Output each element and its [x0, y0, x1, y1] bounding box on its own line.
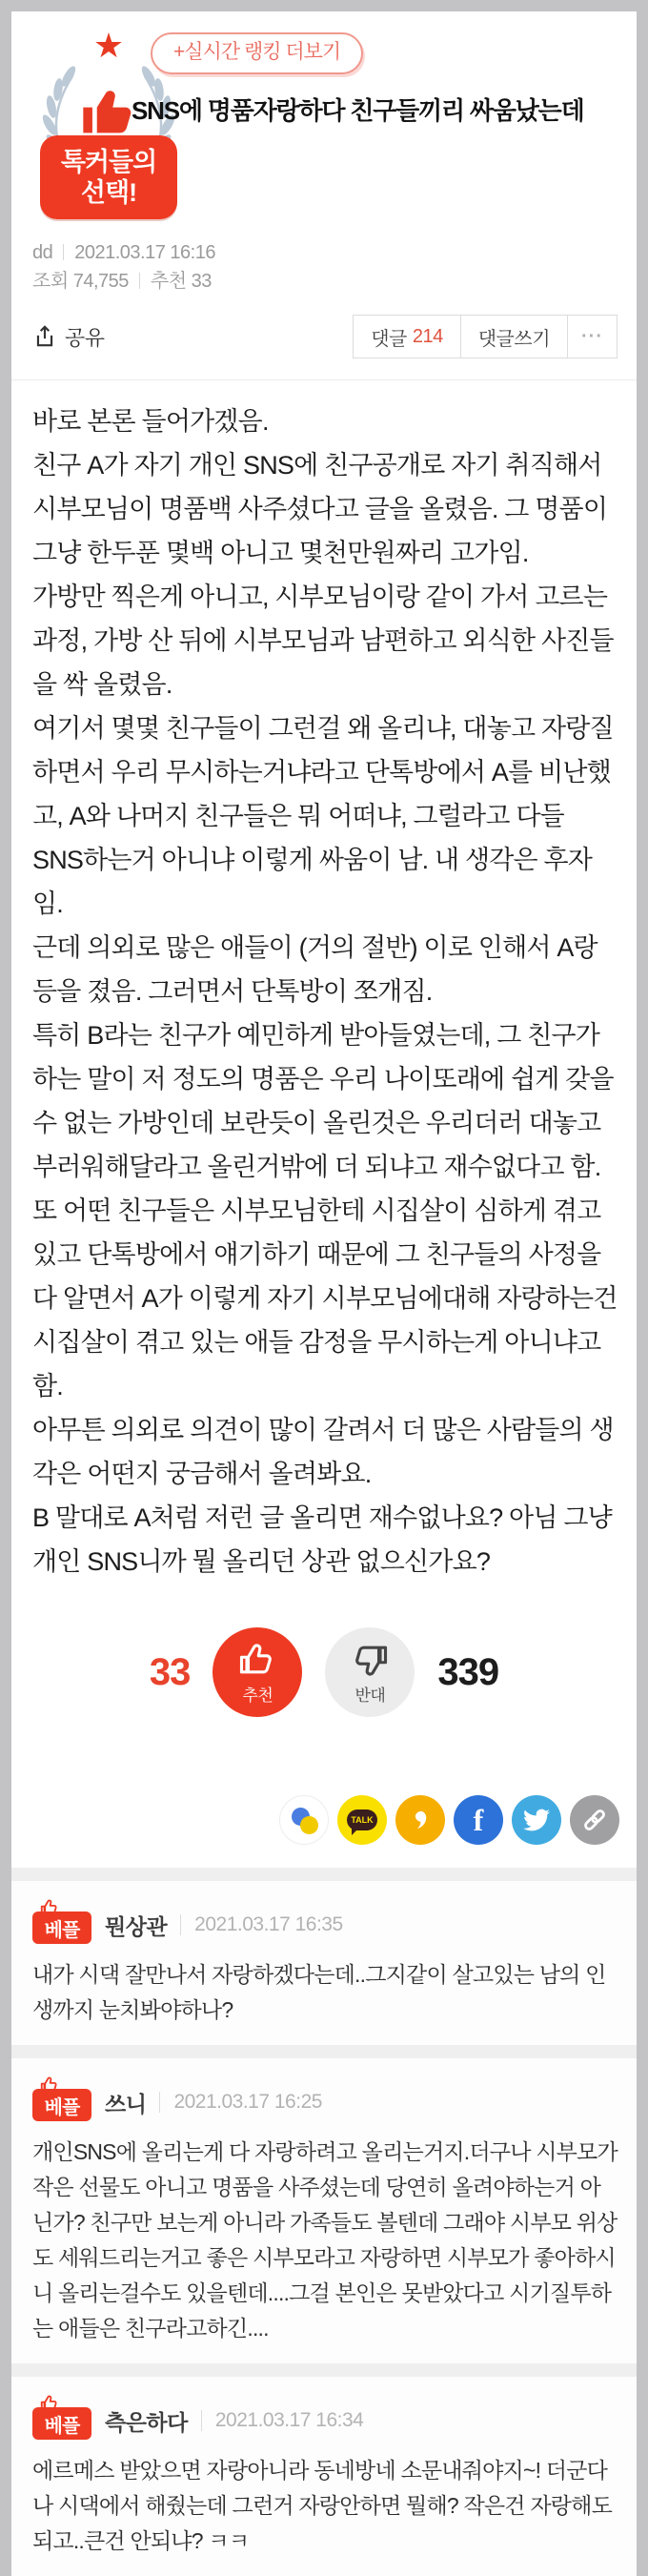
comment-separator: [11, 2363, 637, 2377]
comment-meta-divider: [201, 2410, 202, 2431]
pann-share-icon[interactable]: [279, 1795, 329, 1845]
upvote-button[interactable]: [213, 1627, 302, 1717]
comment-buttons: [354, 315, 618, 358]
post-date: 2021.03.17 16:16: [74, 242, 215, 263]
stats-line: [32, 267, 637, 296]
comment-header: [32, 2083, 618, 2121]
comment-item: [11, 2377, 637, 2576]
write-comment-button[interactable]: 댓글쓰기: [460, 315, 568, 358]
best-badge-label: 베플: [32, 2089, 91, 2121]
share-icon: [32, 324, 57, 349]
comment-count: 214: [412, 325, 443, 347]
comment-count-button[interactable]: [353, 315, 461, 358]
best-reply-badge: [32, 2089, 91, 2121]
comment-header: [32, 2402, 618, 2440]
author-name: dd: [32, 242, 53, 263]
share-button[interactable]: [32, 322, 105, 352]
facebook-letter: f: [473, 1802, 484, 1837]
comment-date: 2021.03.17 16:34: [214, 2409, 364, 2431]
comment-item: [11, 2058, 637, 2363]
meta-divider: [139, 273, 140, 289]
meta-divider: [63, 244, 64, 260]
yellow-dot: [300, 1816, 318, 1834]
comment-header: [32, 1906, 618, 1944]
downvote-button[interactable]: [325, 1627, 415, 1717]
post-title: SNS에 명품자랑하다 친구들끼리 싸움났는데: [132, 96, 584, 125]
comment-text: 개인SNS에 올리는게 다 자랑하려고 올리는거지.더구나 시부모가 작은 선물도 아니고 명품을 사주셨는데 당연히 올려야하는거 아닌가? 친구만 보는게 아니라 가족들도 볼텐데 그래야 시부모 위상도 세워드리는거고 좋은 시부모라고 자랑하면 시부모가 좋아하시니 올리는걸수도 있을텐데....그걸 본인은 못받았다고 시기질투하는 애들은 친구라고하긴....: [32, 2139, 618, 2341]
views-count: 74,755: [72, 271, 129, 292]
badge-line1: 톡커들의: [60, 148, 157, 176]
likes-label: 추천: [150, 271, 187, 292]
post-body: [11, 380, 637, 1584]
body-paragraph: 가방만 찍은게 아니고, 시부모님이랑 같이 가서 고르는 과정, 가방 산 뒤에 시부모님과 남편하고 외식한 사진들을 싹 올렸음.: [32, 583, 614, 699]
best-reply-badge: [32, 1912, 91, 1944]
body-paragraph: 아무튼 의외로 의견이 많이 갈려서 더 많은 사람들의 생각은 어떤지 궁금해서 올려봐요.: [32, 1416, 614, 1488]
body-paragraph: 친구 A가 자기 개인 SNS에 친구공개로 자기 취직해서 시부모님이 명품백 사주셨다고 글을 올렸음. 그 명품이 그냥 한두푼 몇백 아니고 몇천만원짜리 고가임.: [32, 451, 608, 567]
post-card: [11, 11, 637, 2553]
body-paragraph: 여기서 몇몇 친구들이 그런걸 왜 올리냐, 대놓고 자랑질하면서 우리 무시하는거냐라고 단톡방에서 A를 비난했고, A와 나머지 친구들은 뭐 어떠냐, 그럴라고 다들 SNS하는거 아니냐 이렇게 싸움이 남. 내 생각은 후자임.: [32, 714, 614, 918]
comment-date: 2021.03.17 16:35: [194, 1913, 343, 1935]
social-share-row: [11, 1795, 619, 1845]
talk-bubble-text: TALK: [351, 1815, 374, 1825]
comment-author[interactable]: 쓰니: [105, 2091, 147, 2116]
thumbs-down-icon: [349, 1639, 391, 1681]
twitter-share-icon[interactable]: [512, 1795, 561, 1845]
comment-text: 에르메스 받았으면 자랑아니라 동네방네 소문내줘야지~! 더군다나 시댁에서 해줬는데 그런거 자랑안하면 뭘해? 작은건 자랑해도되고..큰건 안되냐? ㅋㅋ: [32, 2458, 612, 2553]
upvote-count: 33: [149, 1650, 191, 1693]
comment-author[interactable]: 뭔상관: [105, 1913, 168, 1939]
kakaostory-share-icon[interactable]: [395, 1795, 445, 1845]
realtime-ranking-button[interactable]: +실시간 랭킹 더보기: [151, 32, 363, 74]
share-label: 공유: [65, 325, 105, 350]
post-header: [11, 11, 637, 233]
facebook-share-icon[interactable]: [454, 1795, 503, 1845]
best-comments-section: [11, 1868, 637, 2576]
comment-author[interactable]: 측은하다: [105, 2409, 188, 2435]
views-label: 조회: [32, 271, 69, 292]
twitter-bird-icon: [523, 1807, 550, 1833]
comment-separator: [11, 1868, 637, 1881]
post-meta: [32, 238, 637, 296]
body-paragraph: 바로 본론 들어가겠음.: [32, 407, 269, 436]
star-icon: ★: [92, 26, 125, 65]
body-paragraph: 근데 의외로 많은 애들이 (거의 절반) 이로 인해서 A랑 등을 졌음. 그러면서 단톡방이 쪼개짐.: [32, 933, 597, 1006]
thumbs-up-icon: [236, 1639, 278, 1681]
comment-text: 내가 시댁 잘만나서 자랑하겠다는데..그지같이 살고있는 남의 인생까지 눈치봐야하나?: [32, 1962, 606, 2022]
comment-separator: [11, 2045, 637, 2058]
best-badge-label: 베플: [32, 2407, 91, 2440]
talk-bubble-icon: [347, 1809, 377, 1830]
chain-link-icon: [580, 1806, 609, 1834]
upvote-label: 추천: [242, 1687, 273, 1705]
comma-icon: [408, 1808, 433, 1832]
thumbs-up-icon: [78, 82, 139, 143]
action-row: [32, 315, 618, 358]
likes-count: 33: [191, 271, 212, 292]
comment-item: [11, 1881, 637, 2045]
vote-section: [11, 1627, 637, 1717]
best-badge-label: 베플: [32, 1912, 91, 1944]
best-reply-badge: [32, 2407, 91, 2440]
downvote-label: 반대: [354, 1687, 386, 1705]
talkers-choice-badge: [40, 135, 177, 219]
more-options-button[interactable]: ···: [567, 315, 618, 358]
comment-date: 2021.03.17 16:25: [173, 2091, 322, 2113]
comment-meta-divider: [159, 2092, 160, 2113]
downvote-count: 339: [437, 1650, 499, 1693]
body-paragraph: B 말대로 A처럼 저런 글 올리면 재수없나요? 아님 그냥 개인 SNS니까 뭘 올리던 상관 없으신가요?: [32, 1503, 612, 1576]
comment-meta-divider: [180, 1914, 181, 1935]
comment-button-label: 댓글: [371, 328, 407, 350]
badge-line2: 선택!: [80, 178, 137, 207]
body-paragraph: 특히 B라는 친구가 예민하게 받아들였는데, 그 친구가 하는 말이 저 정도의 명품은 우리 나이또래에 쉽게 갖을수 없는 가방인데 보란듯이 올린것은 우리더러 대놓고 부러워해달라고 올린거밖에 더 되냐고 재수없다고 함. 또 어떤 친구들은 시부모님한테 시집살이 심하게 겪고있고 단톡방에서 얘기하기 때문에 그 친구들의 사정을 다 알면서 A가 이렇게 자기 시부모님에대해 자랑하는건 시집살이 겪고 있는 애들 감정을 무시하는게 아니냐고 함.: [32, 1021, 618, 1400]
copy-link-icon[interactable]: [570, 1795, 619, 1845]
author-line: [32, 238, 637, 267]
kakaotalk-share-icon[interactable]: [337, 1795, 387, 1845]
